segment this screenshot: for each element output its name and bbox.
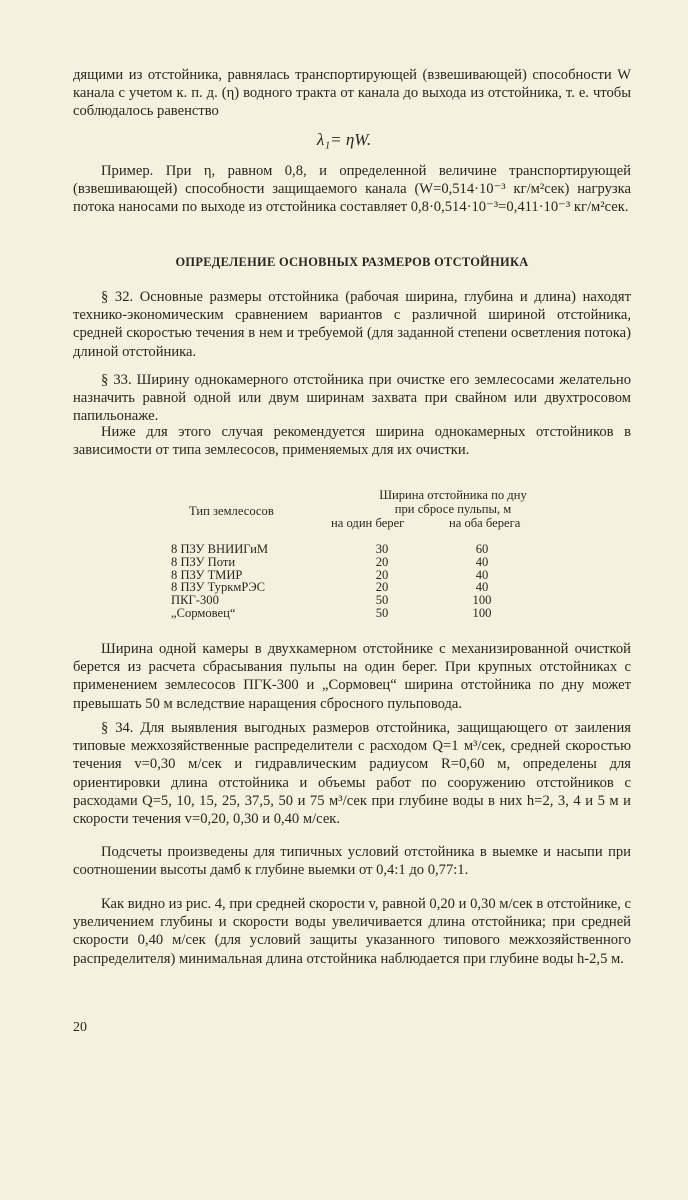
paragraph-table-intro: Ниже для этого случая рекомендуется ширина однокамерных отстойников в зависимости от типа землесосов, применяемых для их очистки. <box>73 424 631 459</box>
section-heading: ОПРЕДЕЛЕНИЕ ОСНОВНЫХ РАЗМЕРОВ ОТСТОЙНИКА <box>175 255 529 269</box>
table-header-one-bank: на один берег <box>331 516 405 530</box>
cell-both-banks: 40 <box>475 567 489 582</box>
table-body <box>73 542 631 619</box>
cell-type: ПКГ-300 <box>171 593 219 608</box>
table-header-both-banks: на оба берега <box>449 516 521 530</box>
table-row <box>73 568 631 581</box>
paragraph-calculations: Подсчеты произведены для типичных условий отстойника в выемке и насыпи при соотношении высоты дамб к глубине выемки от 0,4:1 до 0,77:1. <box>73 844 631 879</box>
cell-one-bank: 20 <box>375 554 389 569</box>
cell-type: 8 ПЗУ Поти <box>171 554 236 569</box>
cell-one-bank: 50 <box>375 593 389 608</box>
table-row <box>73 606 631 619</box>
cell-type: 8 ПЗУ ТуркмРЭС <box>171 580 266 595</box>
table-header-type: Тип землесосов <box>189 504 274 518</box>
paragraph-two-chamber: Ширина одной камеры в двухкамерном отстойнике с механизированной очисткой берется из расчета сбрасывания пульпы на один берег. При крупных отстойниках с применением землесосов ПГК-300 и „Сормовец“ ширина отстойника по дну может превышать 50 м вследствие наращения сбросного пульповода. <box>73 641 631 712</box>
cell-one-bank: 20 <box>375 567 389 582</box>
cell-one-bank: 50 <box>375 605 389 620</box>
paragraph-example: Пример. При η, равном 0,8, и определенной величине транспортирующей (взвешивающей) способности защищаемого канала (W=0,514·10⁻³ кг/м²сек) нагрузка потока наносами по выходе из отстойника составляет 0,8·0,514·10⁻³=0,411·10⁻³ кг/м²сек. <box>73 163 631 216</box>
paragraph-figure-4: Как видно из рис. 4, при средней скорости v, равной 0,20 и 0,30 м/сек в отстойнике, с увеличением глубины и скорости воды увеличивается длина отстойника; при средней скорости 0,40 м/сек (для условий защиты указанного типового межхозяйственного распределителя) минимальная длина отстойника наблюдается при глубине воды h-2,5 м. <box>73 896 631 967</box>
table-row <box>73 555 631 568</box>
paragraph-continuation: дящими из отстойника, равнялась транспортирующей (взвешивающей) способности W канала с учетом к. п. д. (η) водного тракта от канала до выхода из отстойника, т. е. чтобы соблюдалось равенство <box>73 67 631 120</box>
cell-both-banks: 40 <box>475 554 489 569</box>
cell-one-bank: 30 <box>375 542 389 556</box>
page-number: 20 <box>73 1020 87 1035</box>
table-header-width <box>323 488 583 516</box>
table-header-width-line2: при сбросе пульпы, м <box>394 502 512 516</box>
table-row <box>73 593 631 606</box>
table-row <box>73 580 631 593</box>
cell-type: 8 ПЗУ ВНИИГиМ <box>171 542 269 556</box>
cell-both-banks: 100 <box>472 605 492 620</box>
cell-one-bank: 20 <box>375 580 389 595</box>
cell-type: 8 ПЗУ ТМИР <box>171 567 243 582</box>
table-header-width-line1: Ширина отстойника по дну <box>379 488 527 502</box>
cell-both-banks: 60 <box>475 542 489 556</box>
formula-equality: λ₁= ηW. <box>316 130 372 149</box>
paragraph-section-34: § 34. Для выявления выгодных размеров отстойника, защищающего от заиления типовые межхозяйственные распределители с расходом Q=1 м³/сек, средней скоростью течения v=0,30 м/сек и гидравлическим радиусом R=0,60 м, определены для ориентировки длина отстойника и объемы работ по сооружению отстойников с расходами Q=5, 10, 15, 25, 37,5, 50 и 75 м³/сек при глубине воды в них h=2, 3, 4 и 5 м и скорости течения v=0,20, 0,30 и 0,40 м/сек. <box>73 720 631 828</box>
paragraph-section-33: § 33. Ширину однокамерного отстойника при очистке его землесосами желательно назначить равной одной или двум ширинам захвата при свайном или двухтросовом папильонаже. <box>73 372 631 425</box>
cell-both-banks: 40 <box>475 580 489 595</box>
table-row <box>73 542 631 555</box>
cell-type: „Сормовец“ <box>171 605 236 620</box>
cell-both-banks: 100 <box>472 593 492 608</box>
paragraph-section-32: § 32. Основные размеры отстойника (рабочая ширина, глубина и длина) находят технико-экономическим сравнением вариантов с различной шириной отстойника, средней скоростью течения в нем и требуемой (для заданной степени осветления потока) длиной отстойника. <box>73 289 631 360</box>
